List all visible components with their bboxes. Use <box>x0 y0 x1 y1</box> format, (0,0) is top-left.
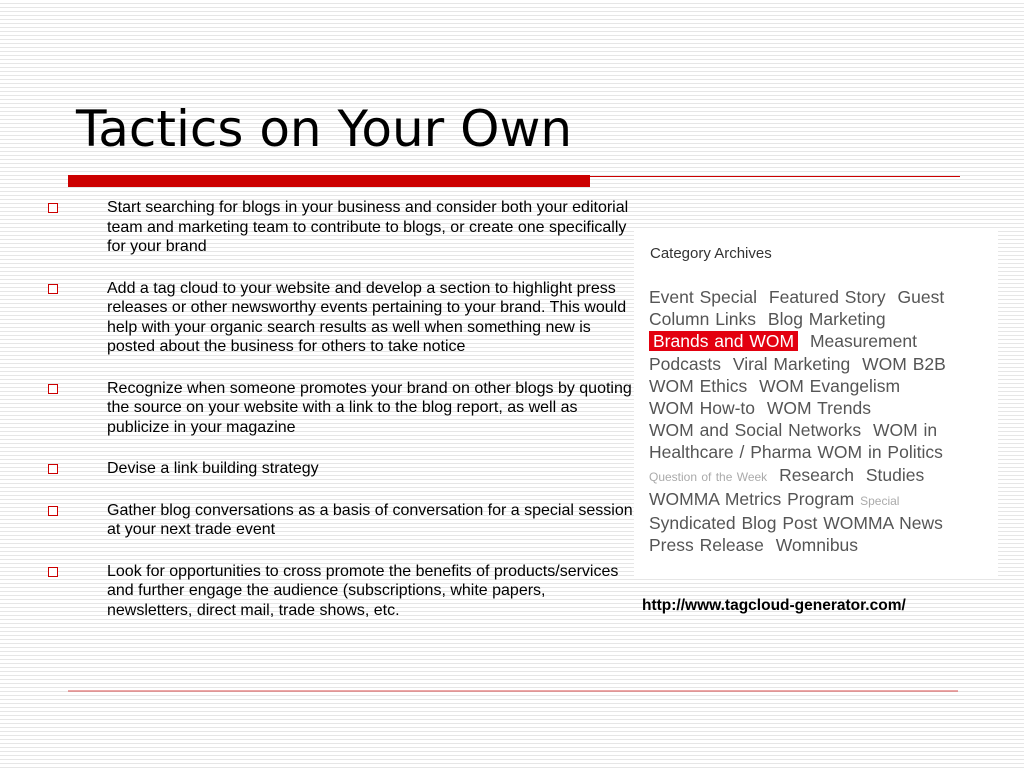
tag-syndicated-blog-post[interactable]: Syndicated Blog Post <box>649 513 818 534</box>
tag-wom-how-to[interactable]: WOM How-to <box>649 398 755 419</box>
tag-cloud-screenshot <box>634 228 998 578</box>
tag-event-special[interactable]: Event Special <box>649 287 758 307</box>
bullet-item <box>44 198 634 257</box>
tag-brands-and-wom[interactable]: Brands and WOM <box>649 331 798 351</box>
footer-rule <box>68 690 958 692</box>
square-bullet-icon <box>48 464 58 474</box>
tag-links[interactable]: Links <box>715 309 757 330</box>
tag-special[interactable]: Special <box>860 493 900 508</box>
bullet-text: Start searching for blogs in your business and consider both your editorial team and marketing team to contribute to blogs, or create one specifically for your brand <box>107 199 629 255</box>
tag-womma-metrics-program[interactable]: WOMMA Metrics Program <box>649 488 855 509</box>
tag-wom-b2b[interactable]: WOM B2B <box>862 353 946 374</box>
tag-measurement[interactable]: Measurement <box>809 331 917 352</box>
title-underline-thin <box>590 176 960 177</box>
tag-wom-social-networks[interactable]: WOM and Social Networks <box>649 420 862 441</box>
bullet-item <box>44 562 634 621</box>
title-underline-bar <box>68 175 590 187</box>
tag-cloud-body <box>649 286 994 556</box>
bullet-list <box>44 198 634 642</box>
tag-womma-news[interactable]: WOMMA News <box>823 513 943 534</box>
square-bullet-icon <box>48 284 58 294</box>
tag-womnibus[interactable]: Womnibus <box>775 535 859 556</box>
tag-studies[interactable]: Studies <box>865 464 925 485</box>
tag-guest-column[interactable]: Guest Column <box>649 287 945 330</box>
bullet-text: Add a tag cloud to your website and develop a section to highlight press releases or other newsworthy events pertaining to your brand. This would help with your organic search results as well when something new is posted about the business for others to take notice <box>107 279 627 355</box>
tag-wom-evangelism[interactable]: WOM Evangelism <box>759 375 901 396</box>
tag-question-of-the-week[interactable]: Question of the Week <box>649 469 768 484</box>
tag-wom-healthcare-pharma[interactable]: WOM in Healthcare / Pharma <box>649 420 938 463</box>
tag-cloud-source-link[interactable]: http://www.tagcloud-generator.com/ <box>642 597 906 614</box>
tag-wom-trends[interactable]: WOM Trends <box>766 398 871 419</box>
slide-title: Tactics on Your Own <box>76 100 573 158</box>
tag-wom-ethics[interactable]: WOM Ethics <box>649 375 748 396</box>
square-bullet-icon <box>48 567 58 577</box>
tag-viral-marketing[interactable]: Viral Marketing <box>732 353 851 374</box>
square-bullet-icon <box>48 384 58 394</box>
bullet-item <box>44 501 634 540</box>
bullet-item <box>44 279 634 357</box>
tag-blog-marketing[interactable]: Blog Marketing <box>767 309 886 330</box>
tag-podcasts[interactable]: Podcasts <box>649 353 721 374</box>
tag-featured-story[interactable]: Featured Story <box>768 287 886 307</box>
tag-research[interactable]: Research <box>779 464 854 485</box>
tag-press-release[interactable]: Press Release <box>649 535 764 556</box>
tag-cloud-heading: Category Archives <box>650 245 772 262</box>
square-bullet-icon <box>48 506 58 516</box>
bullet-text: Gather blog conversations as a basis of conversation for a special session at your next trade event <box>107 501 633 538</box>
tag-wom-in-politics[interactable]: WOM in Politics <box>817 442 943 463</box>
bullet-item <box>44 459 634 479</box>
bullet-text: Recognize when someone promotes your brand on other blogs by quoting the source on your website with a link to the blog report, as well as publicize in your magazine <box>107 379 632 436</box>
square-bullet-icon <box>48 203 58 213</box>
bullet-text: Devise a link building strategy <box>107 460 319 477</box>
bullet-text: Look for opportunities to cross promote the benefits of products/services and further engage the audience (subscriptions, white papers, newsletters, direct mail, trade shows, etc. <box>107 562 619 619</box>
bullet-item <box>44 379 634 438</box>
